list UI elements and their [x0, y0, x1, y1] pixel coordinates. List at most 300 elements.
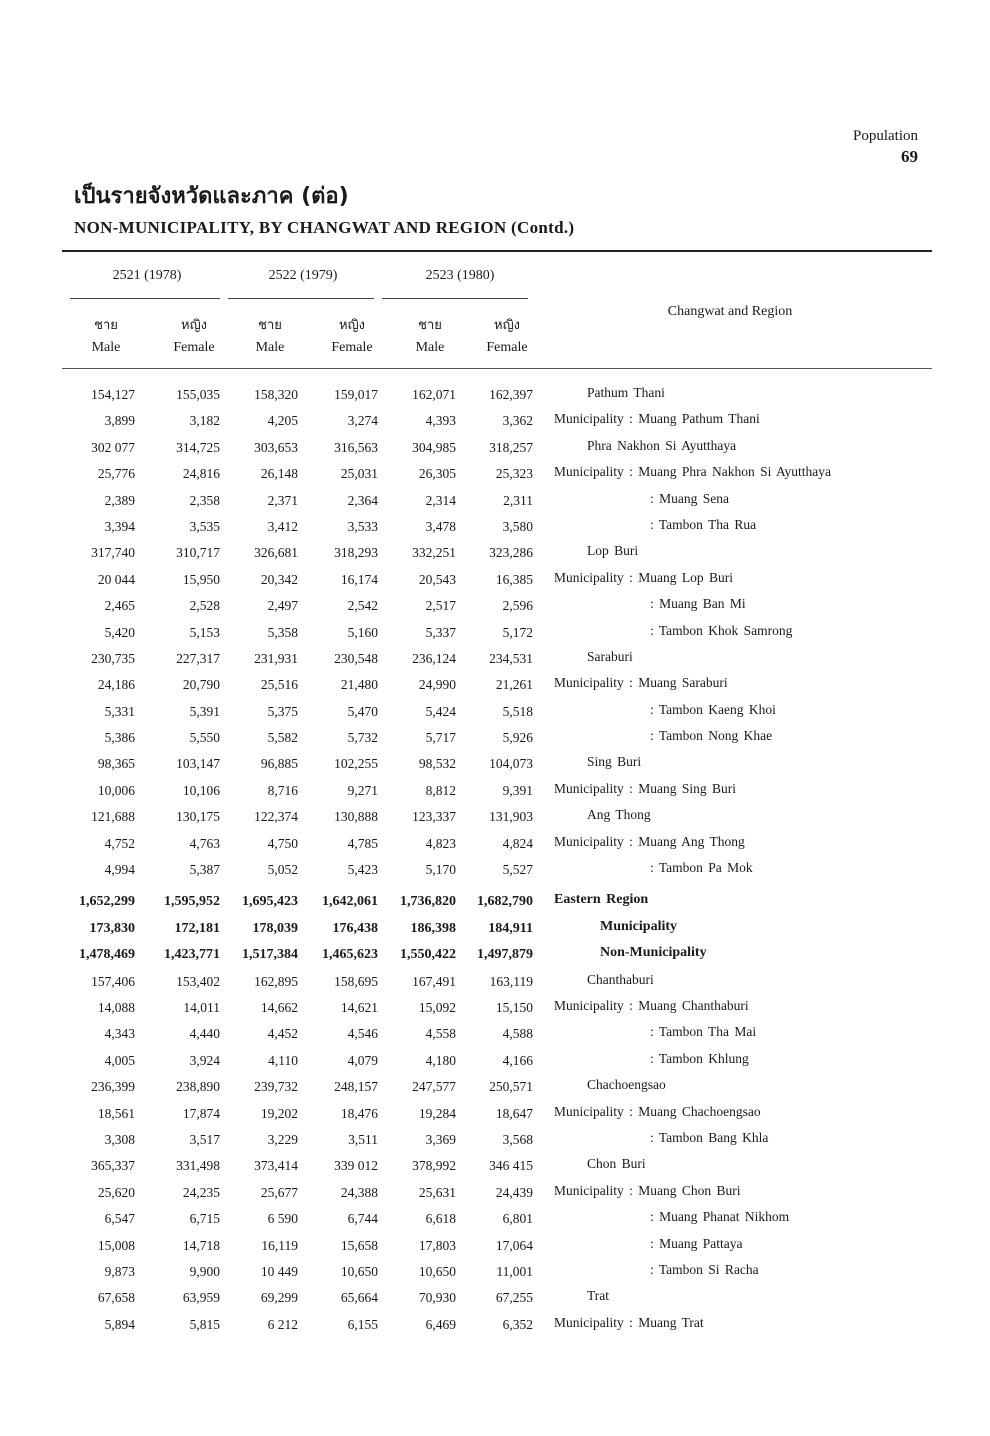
cell-female-1978: 314,725	[176, 439, 220, 455]
cell-male-1980: 2,314	[425, 492, 456, 508]
col-male-thai: ชาย	[418, 318, 442, 333]
cell-male-1980: 332,251	[412, 545, 456, 561]
cell-female-1979: 316,563	[334, 439, 378, 455]
cell-changwat-region: Trat	[587, 1288, 610, 1304]
table-row	[60, 890, 940, 916]
cell-male-1978: 3,899	[104, 413, 135, 429]
cell-male-1978: 18,561	[97, 1105, 135, 1121]
cell-female-1980: 15,150	[495, 999, 533, 1015]
cell-female-1978: 238,890	[176, 1079, 220, 1095]
cell-male-1979: 6 590	[267, 1211, 298, 1227]
col-female: Female	[331, 340, 373, 355]
cell-male-1978: 317,740	[91, 545, 135, 561]
cell-male-1980: 247,577	[412, 1079, 456, 1095]
cell-female-1978: 155,035	[176, 387, 220, 402]
col-male-thai: ชาย	[94, 318, 118, 333]
cell-changwat-region: Non-Municipality	[600, 945, 707, 961]
cell-male-1978: 15,008	[97, 1237, 135, 1253]
cell-male-1979: 373,414	[254, 1158, 298, 1174]
cell-male-1978: 2,465	[104, 598, 135, 614]
cell-female-1978: 3,535	[189, 518, 220, 534]
cell-female-1980: 5,527	[502, 862, 533, 878]
cell-male-1978: 157,406	[91, 973, 135, 989]
cell-female-1978: 4,763	[189, 835, 220, 851]
cell-changwat-region: Phra Nakhon Si Ayutthaya	[587, 437, 737, 453]
cell-changwat-region: : Tambon Khok Samrong	[650, 622, 793, 638]
cell-female-1979: 2,542	[347, 598, 378, 614]
cell-female-1978: 1,423,771	[164, 947, 220, 963]
cell-male-1979: 1,517,384	[242, 947, 298, 963]
cell-female-1979: 230,548	[334, 650, 378, 666]
cell-female-1980: 5,518	[502, 703, 533, 719]
cell-male-1978: 5,894	[104, 1316, 135, 1332]
table-row	[60, 1049, 940, 1075]
cell-male-1980: 236,124	[412, 650, 456, 666]
cell-female-1978: 15,950	[182, 571, 220, 587]
cell-female-1980: 5,926	[502, 730, 533, 746]
cell-male-1978: 1,478,469	[79, 947, 135, 963]
cell-female-1980: 3,362	[502, 413, 533, 429]
cell-male-1978: 4,994	[104, 862, 135, 878]
table-row	[60, 673, 940, 699]
cell-female-1980: 21,261	[495, 677, 533, 693]
cell-male-1978: 5,420	[104, 624, 135, 640]
cell-changwat-region: Eastern Region	[554, 892, 649, 908]
table-title-english: NON-MUNICIPALITY, BY CHANGWAT AND REGION (Contd.)	[74, 218, 575, 237]
cell-female-1979: 3,274	[347, 413, 378, 429]
cell-male-1980: 186,398	[410, 920, 456, 936]
cell-male-1979: 178,039	[252, 920, 298, 936]
cell-female-1980: 6,352	[502, 1316, 533, 1332]
cell-male-1980: 162,071	[412, 387, 456, 402]
table-row	[60, 1102, 940, 1128]
cell-male-1980: 167,491	[412, 973, 456, 989]
cell-changwat-region: : Tambon Tha Mai	[650, 1024, 757, 1040]
cell-female-1979: 21,480	[340, 677, 378, 693]
cell-female-1980: 234,531	[489, 650, 533, 666]
cell-male-1980: 1,736,820	[400, 894, 456, 910]
cell-female-1979: 16,174	[340, 571, 378, 587]
table-row	[60, 805, 940, 831]
cell-male-1979: 5,582	[267, 730, 298, 746]
cell-female-1978: 24,235	[182, 1184, 220, 1200]
cell-male-1980: 6,618	[425, 1211, 456, 1227]
cell-male-1979: 1,695,423	[242, 894, 298, 910]
cell-changwat-region: : Tambon Pa Mok	[650, 860, 753, 876]
cell-female-1979: 4,785	[347, 835, 378, 851]
year-underline	[70, 298, 220, 299]
cell-female-1979: 318,293	[334, 545, 378, 561]
cell-male-1979: 25,677	[260, 1184, 298, 1200]
cell-male-1978: 4,005	[104, 1052, 135, 1068]
cell-male-1979: 26,148	[260, 466, 298, 482]
cell-male-1980: 4,823	[425, 835, 456, 851]
cell-female-1979: 102,255	[334, 756, 378, 772]
cell-female-1980: 16,385	[495, 571, 533, 587]
col-male: Male	[91, 340, 121, 355]
cell-male-1980: 25,631	[418, 1184, 456, 1200]
cell-male-1980: 8,812	[425, 782, 456, 798]
cell-female-1979: 6,744	[347, 1211, 378, 1227]
cell-female-1980: 2,311	[503, 492, 533, 508]
table-row	[60, 1234, 940, 1260]
table-row	[60, 409, 940, 435]
cell-female-1978: 17,874	[182, 1105, 220, 1121]
cell-male-1980: 26,305	[418, 466, 456, 482]
cell-female-1980: 25,323	[495, 466, 533, 482]
cell-male-1979: 20,342	[260, 571, 298, 587]
cell-female-1978: 24,816	[182, 466, 220, 482]
cell-male-1978: 4,752	[104, 835, 135, 851]
cell-female-1980: 11,001	[496, 1263, 533, 1279]
cell-male-1979: 96,885	[260, 756, 298, 772]
cell-female-1978: 5,815	[189, 1316, 220, 1332]
cell-male-1980: 304,985	[412, 439, 456, 455]
cell-male-1980: 4,180	[425, 1052, 456, 1068]
cell-changwat-region: Municipality : Muang Trat	[554, 1314, 704, 1330]
col-female-thai: หญิง	[494, 318, 520, 333]
cell-female-1978: 2,358	[189, 492, 220, 508]
cell-female-1978: 20,790	[182, 677, 220, 693]
cell-female-1979: 176,438	[332, 920, 378, 936]
cell-male-1979: 303,653	[254, 439, 298, 455]
cell-female-1978: 103,147	[176, 756, 220, 772]
cell-female-1979: 65,664	[340, 1290, 378, 1306]
cell-male-1979: 122,374	[254, 809, 298, 825]
cell-female-1978: 1,595,952	[164, 894, 220, 910]
cell-male-1978: 3,308	[104, 1131, 135, 1147]
cell-male-1979: 326,681	[254, 545, 298, 561]
cell-male-1979: 16,119	[261, 1237, 298, 1253]
cell-female-1979: 158,695	[334, 973, 378, 989]
cell-changwat-region: Municipality : Muang Ang Thong	[554, 833, 745, 849]
cell-changwat-region: : Tambon Nong Khae	[650, 728, 773, 744]
cell-female-1979: 2,364	[347, 492, 378, 508]
cell-male-1979: 6 212	[267, 1316, 298, 1332]
cell-male-1980: 10,650	[418, 1263, 456, 1279]
cell-male-1978: 25,620	[97, 1184, 135, 1200]
cell-female-1980: 184,911	[488, 920, 533, 936]
page-header	[853, 128, 918, 167]
cell-female-1979: 248,157	[334, 1079, 378, 1095]
cell-female-1978: 9,900	[189, 1263, 220, 1279]
cell-female-1979: 5,160	[347, 624, 378, 640]
cell-male-1980: 1,550,422	[400, 947, 456, 963]
table-row	[60, 594, 940, 620]
cell-female-1980: 3,568	[502, 1131, 533, 1147]
top-rule	[62, 250, 932, 252]
cell-changwat-region: Ang Thong	[587, 807, 651, 823]
cell-male-1978: 4,343	[104, 1026, 135, 1042]
cell-female-1978: 14,011	[183, 999, 220, 1015]
cell-male-1980: 5,170	[425, 862, 456, 878]
cell-male-1978: 2,389	[104, 492, 135, 508]
cell-male-1980: 24,990	[418, 677, 456, 693]
cell-changwat-region: : Tambon Kaeng Khoi	[650, 701, 776, 717]
cell-female-1978: 6,715	[189, 1211, 220, 1227]
table-row	[60, 970, 940, 996]
year-underline	[228, 298, 374, 299]
table-row	[60, 726, 940, 752]
cell-male-1978: 3,394	[104, 518, 135, 534]
cell-female-1978: 3,517	[189, 1131, 220, 1147]
cell-male-1980: 19,284	[418, 1105, 456, 1121]
cell-male-1980: 6,469	[425, 1316, 456, 1332]
cell-changwat-region: : Muang Pattaya	[650, 1235, 743, 1251]
cell-female-1980: 6,801	[502, 1211, 533, 1227]
cell-male-1980: 4,393	[425, 413, 456, 429]
year-underline	[382, 298, 528, 299]
cell-male-1979: 4,205	[267, 413, 298, 429]
table-title-thai: เป็นรายจังหวัดและภาค (ต่อ)	[74, 184, 349, 209]
cell-female-1980: 3,580	[502, 518, 533, 534]
year-header-1980: 2523 (1980)	[425, 268, 495, 283]
cell-female-1979: 3,511	[348, 1131, 378, 1147]
cell-changwat-region: Municipality : Muang Sing Buri	[554, 780, 736, 796]
year-header-1978: 2521 (1978)	[112, 268, 182, 283]
cell-female-1979: 25,031	[340, 466, 378, 482]
cell-female-1979: 1,465,623	[322, 947, 378, 963]
cell-female-1978: 4,440	[189, 1026, 220, 1042]
cell-changwat-region: Pathum Thani	[587, 385, 665, 400]
cell-female-1980: 104,073	[489, 756, 533, 772]
cell-male-1978: 6,547	[104, 1211, 135, 1227]
cell-male-1979: 8,716	[267, 782, 298, 798]
cell-male-1980: 15,092	[418, 999, 456, 1015]
cell-female-1980: 17,064	[495, 1237, 533, 1253]
table-row	[60, 752, 940, 778]
cell-changwat-region: : Muang Sena	[650, 490, 729, 506]
cell-female-1979: 15,658	[340, 1237, 378, 1253]
cell-male-1980: 70,930	[418, 1290, 456, 1306]
cell-female-1978: 10,106	[182, 782, 220, 798]
table-row	[60, 383, 940, 409]
table-row	[60, 1128, 940, 1154]
cell-male-1978: 365,337	[91, 1158, 135, 1174]
cell-male-1978: 9,873	[104, 1263, 135, 1279]
cell-male-1980: 5,717	[425, 730, 456, 746]
cell-male-1980: 123,337	[412, 809, 456, 825]
cell-female-1979: 5,470	[347, 703, 378, 719]
cell-changwat-region: Chanthaburi	[587, 971, 654, 987]
cell-male-1978: 154,127	[91, 387, 135, 402]
cell-female-1978: 331,498	[176, 1158, 220, 1174]
cell-female-1980: 9,391	[502, 782, 533, 798]
cell-female-1979: 10,650	[340, 1263, 378, 1279]
cell-male-1979: 4,750	[267, 835, 298, 851]
cell-female-1980: 4,166	[502, 1052, 533, 1068]
table-row	[60, 1286, 940, 1312]
cell-female-1980: 346 415	[489, 1158, 533, 1174]
cell-male-1979: 10 449	[260, 1263, 298, 1279]
cell-changwat-region: Lop Buri	[587, 543, 639, 559]
table-row	[60, 1313, 940, 1339]
cell-male-1978: 5,331	[104, 703, 135, 719]
cell-changwat-region: Municipality : Muang Chon Buri	[554, 1182, 741, 1198]
table-row	[60, 489, 940, 515]
cell-female-1979: 3,533	[347, 518, 378, 534]
table-row	[60, 858, 940, 884]
table-row	[60, 647, 940, 673]
table-row	[60, 1154, 940, 1180]
cell-male-1980: 17,803	[418, 1237, 456, 1253]
cell-female-1978: 310,717	[176, 545, 220, 561]
table-row	[60, 1207, 940, 1233]
cell-female-1980: 4,588	[502, 1026, 533, 1042]
cell-male-1979: 231,931	[254, 650, 298, 666]
header-rule	[62, 368, 932, 369]
cell-female-1978: 227,317	[176, 650, 220, 666]
cell-changwat-region: Saraburi	[587, 648, 633, 664]
cell-changwat-region: Chon Buri	[587, 1156, 646, 1172]
table-row	[60, 917, 940, 943]
cell-female-1980: 18,647	[495, 1105, 533, 1121]
cell-male-1980: 3,369	[425, 1131, 456, 1147]
cell-female-1980: 24,439	[495, 1184, 533, 1200]
cell-female-1978: 63,959	[182, 1290, 220, 1306]
table-row	[60, 1075, 940, 1101]
table-row	[60, 996, 940, 1022]
cell-female-1979: 18,476	[340, 1105, 378, 1121]
table-row	[60, 1181, 940, 1207]
cell-female-1979: 339 012	[334, 1158, 378, 1174]
table-row	[60, 832, 940, 858]
cell-male-1978: 236,399	[91, 1079, 135, 1095]
cell-male-1978: 173,830	[89, 920, 135, 936]
section-label: Population	[852, 128, 918, 144]
table-row	[60, 568, 940, 594]
table-row	[60, 943, 940, 969]
cell-female-1979: 159,017	[334, 387, 378, 402]
table-row	[60, 436, 940, 462]
cell-male-1980: 3,478	[425, 518, 456, 534]
cell-female-1979: 14,621	[340, 999, 378, 1015]
cell-male-1979: 5,052	[267, 862, 298, 878]
col-male: Male	[415, 340, 445, 355]
cell-male-1978: 1,652,299	[79, 894, 135, 910]
cell-changwat-region: Municipality : Muang Chanthaburi	[554, 997, 749, 1013]
cell-male-1979: 2,371	[267, 492, 298, 508]
cell-male-1978: 230,735	[91, 650, 135, 666]
cell-male-1978: 24,186	[97, 677, 135, 693]
cell-changwat-region: : Tambon Tha Rua	[650, 516, 757, 532]
cell-male-1978: 14,088	[97, 999, 135, 1015]
cell-changwat-region: Municipality : Muang Pathum Thani	[554, 411, 760, 427]
cell-female-1979: 5,423	[347, 862, 378, 878]
cell-female-1980: 162,397	[489, 387, 533, 402]
cell-male-1978: 302 077	[91, 439, 135, 455]
cell-changwat-region: : Muang Phanat Nikhom	[650, 1209, 790, 1225]
cell-male-1979: 25,516	[260, 677, 298, 693]
cell-female-1978: 14,718	[182, 1237, 220, 1253]
cell-male-1980: 378,992	[412, 1158, 456, 1174]
cell-changwat-region: Municipality : Muang Chachoengsao	[554, 1103, 761, 1119]
cell-female-1979: 5,732	[347, 730, 378, 746]
cell-female-1979: 24,388	[340, 1184, 378, 1200]
cell-male-1979: 5,358	[267, 624, 298, 640]
cell-female-1980: 1,497,879	[477, 947, 533, 963]
cell-female-1979: 1,642,061	[322, 894, 378, 910]
cell-male-1979: 3,229	[267, 1131, 298, 1147]
cell-male-1979: 19,202	[260, 1105, 298, 1121]
cell-female-1980: 131,903	[489, 809, 533, 825]
cell-changwat-region: Municipality	[600, 918, 678, 934]
cell-male-1978: 5,386	[104, 730, 135, 746]
cell-male-1980: 98,532	[418, 756, 456, 772]
cell-female-1978: 2,528	[189, 598, 220, 614]
cell-male-1978: 121,688	[91, 809, 135, 825]
cell-female-1980: 5,172	[502, 624, 533, 640]
cell-female-1978: 3,924	[189, 1052, 220, 1068]
table-row	[60, 621, 940, 647]
cell-male-1980: 2,517	[425, 598, 456, 614]
table-row	[60, 779, 940, 805]
table-row	[60, 1022, 940, 1048]
cell-male-1978: 10,006	[97, 782, 135, 798]
cell-male-1980: 20,543	[418, 571, 456, 587]
cell-changwat-region: : Tambon Si Racha	[650, 1261, 759, 1277]
cell-male-1979: 5,375	[267, 703, 298, 719]
cell-female-1979: 9,271	[347, 782, 378, 798]
cell-male-1978: 25,776	[97, 466, 135, 482]
cell-changwat-region: Chachoengsao	[587, 1077, 666, 1093]
cell-female-1978: 5,387	[189, 862, 220, 878]
cell-changwat-region: Municipality : Muang Phra Nakhon Si Ayutthaya	[554, 464, 831, 480]
cell-female-1980: 163,119	[489, 973, 533, 989]
cell-female-1980: 318,257	[489, 439, 533, 455]
cell-male-1979: 69,299	[260, 1290, 298, 1306]
col-female-thai: หญิง	[339, 318, 365, 333]
cell-female-1978: 5,550	[189, 730, 220, 746]
cell-female-1980: 323,286	[489, 545, 533, 561]
col-female-thai: หญิง	[181, 318, 207, 333]
cell-male-1979: 158,320	[254, 387, 298, 402]
cell-changwat-region: : Tambon Bang Khla	[650, 1129, 769, 1145]
cell-male-1978: 67,658	[97, 1290, 135, 1306]
cell-female-1978: 172,181	[174, 920, 220, 936]
cell-female-1978: 5,391	[189, 703, 220, 719]
cell-male-1980: 4,558	[425, 1026, 456, 1042]
cell-male-1979: 162,895	[254, 973, 298, 989]
col-male: Male	[255, 340, 285, 355]
cell-male-1979: 4,110	[268, 1052, 298, 1068]
cell-male-1979: 14,662	[260, 999, 298, 1015]
cell-female-1980: 250,571	[489, 1079, 533, 1095]
cell-male-1978: 20 044	[97, 571, 135, 587]
cell-female-1980: 4,824	[502, 835, 533, 851]
cell-female-1980: 67,255	[495, 1290, 533, 1306]
col-female: Female	[173, 340, 215, 355]
cell-female-1979: 4,546	[347, 1026, 378, 1042]
cell-changwat-region: : Muang Ban Mi	[650, 596, 746, 612]
cell-female-1980: 1,682,790	[477, 894, 533, 910]
cell-female-1978: 5,153	[189, 624, 220, 640]
cell-male-1979: 239,732	[254, 1079, 298, 1095]
cell-female-1978: 153,402	[176, 973, 220, 989]
cell-male-1979: 2,497	[267, 598, 298, 614]
cell-changwat-region: Municipality : Muang Saraburi	[554, 675, 728, 691]
cell-female-1978: 3,182	[189, 413, 220, 429]
cell-changwat-region: : Tambon Khlung	[650, 1050, 749, 1066]
table-row	[60, 1260, 940, 1286]
cell-female-1978: 130,175	[176, 809, 220, 825]
cell-male-1979: 3,412	[267, 518, 298, 534]
cell-male-1979: 4,452	[267, 1026, 298, 1042]
year-header-1979: 2522 (1979)	[268, 268, 338, 283]
cell-female-1979: 130,888	[334, 809, 378, 825]
table-row	[60, 462, 940, 488]
cell-male-1980: 5,424	[425, 703, 456, 719]
